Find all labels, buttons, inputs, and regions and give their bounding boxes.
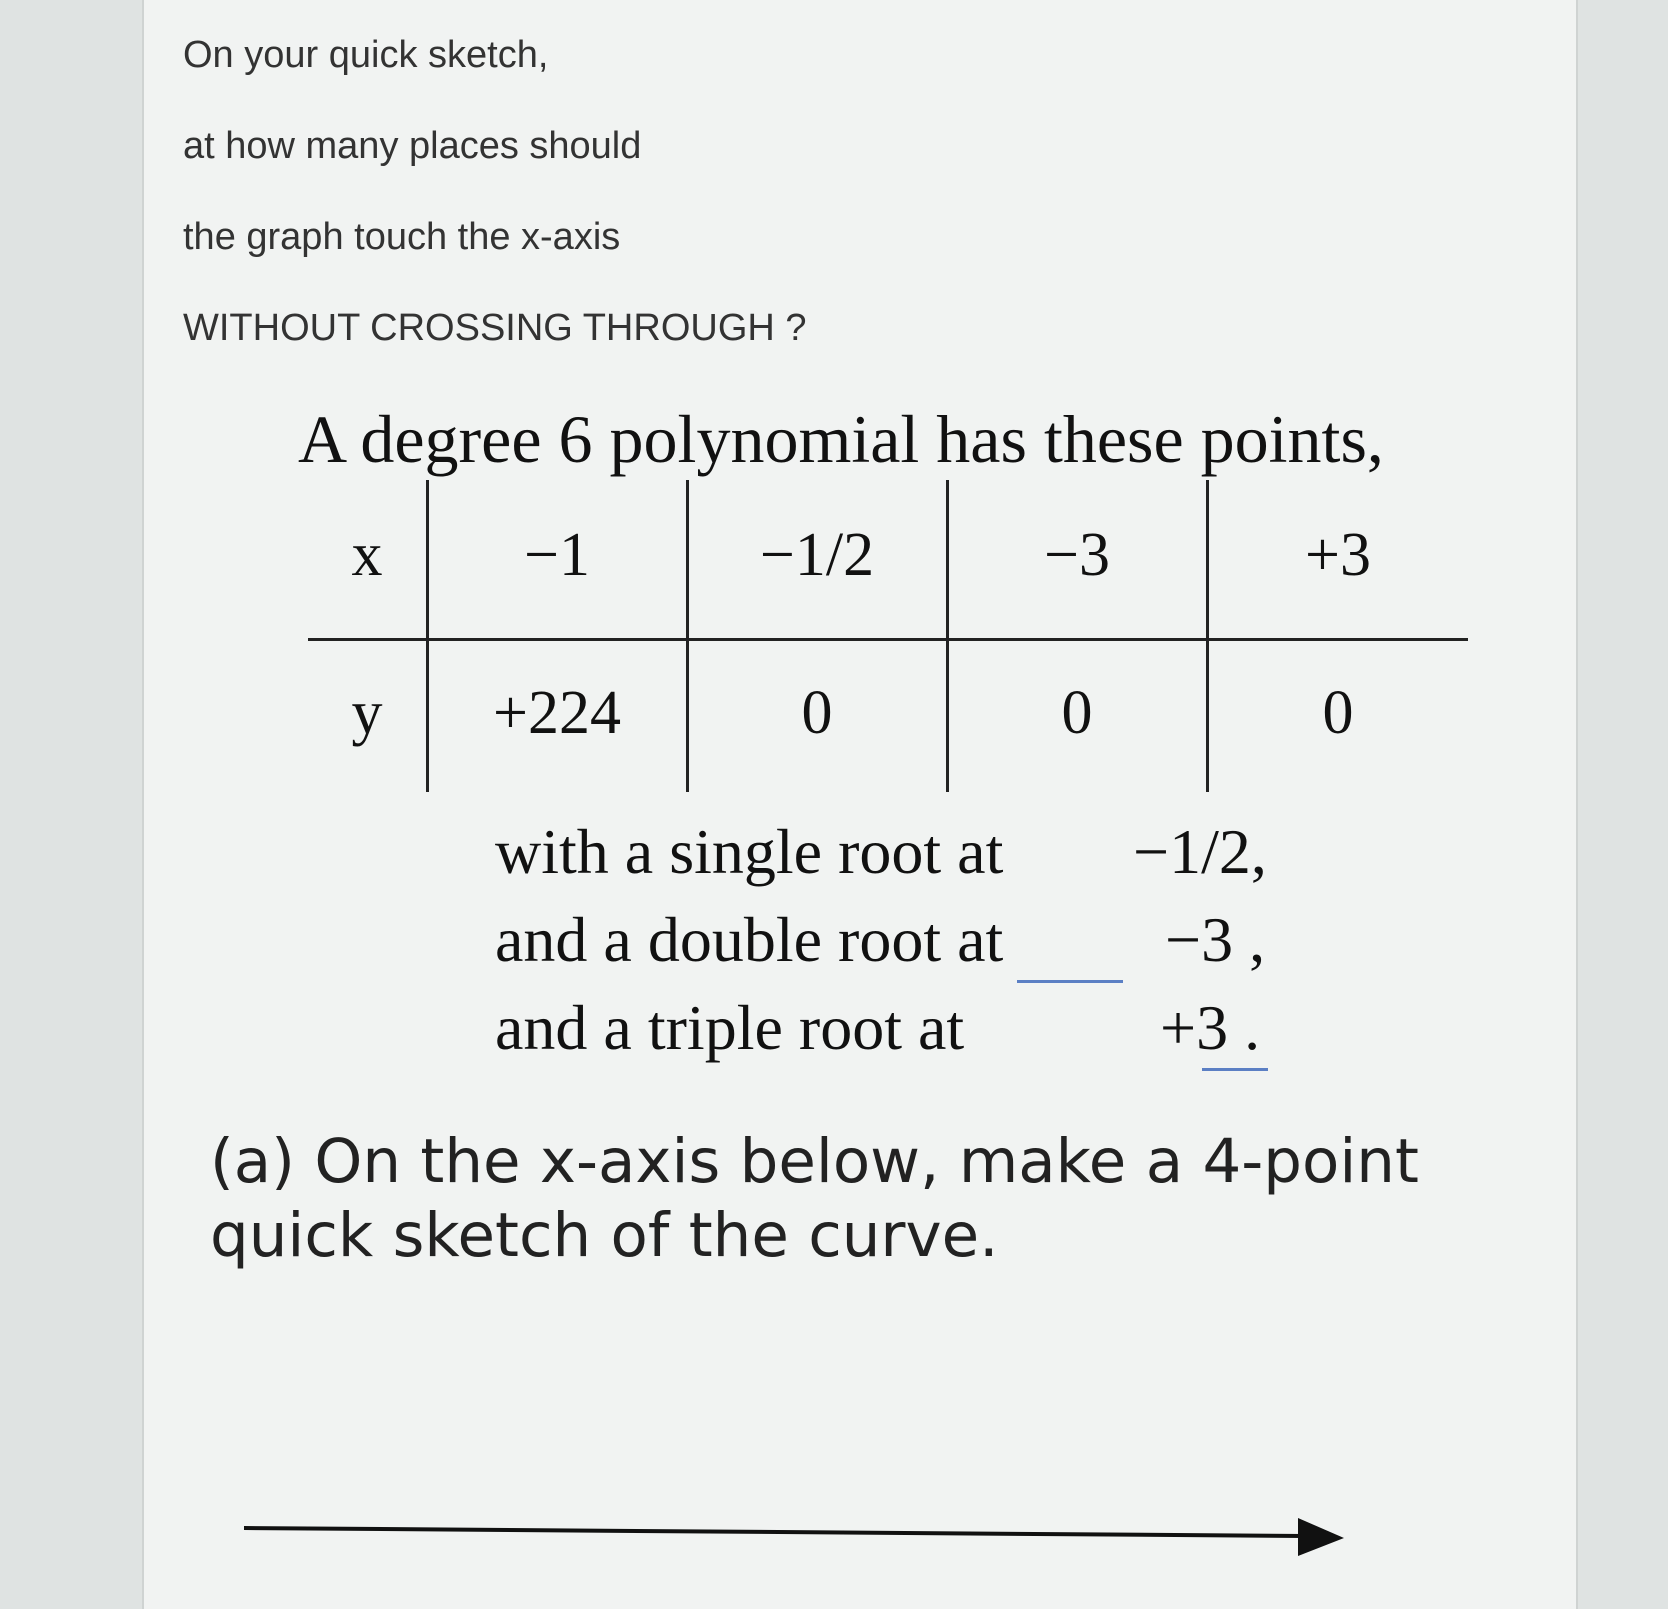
question-line-4: WITHOUT CROSSING THROUGH ? [183,307,807,349]
x-axis-arrow[interactable] [244,1510,1344,1570]
double-root-value: −3 , [1165,904,1266,975]
part-a-instructions [210,1125,1419,1273]
question-text [183,10,807,374]
y-value-cell: 0 [801,679,833,747]
y-row-label: y [351,679,383,747]
part-a-line-2: quick sketch of the curve. [210,1200,999,1271]
question-line-3: the graph touch the x-axis [183,216,621,258]
triple-root-underline [1202,1068,1268,1071]
double-root-label: and a double root at [495,904,1004,975]
part-a-line-1: (a) On the x-axis below, make a 4-point [210,1126,1419,1197]
x-row-label: x [351,521,383,589]
y-value-cell: 0 [1322,679,1354,747]
question-line-1: On your quick sketch, [183,34,549,76]
table-row-y [308,638,1468,788]
question-line-2: at how many places should [183,125,642,167]
single-root-value: −1/2, [1133,816,1267,887]
x-value-cell: +3 [1305,521,1371,589]
double-root-underline [1017,980,1123,983]
x-axis-line [244,1528,1304,1536]
y-value-cell: 0 [1061,679,1093,747]
y-value-cell: +224 [493,679,621,747]
triple-root-value: +3 . [1160,992,1261,1063]
table-row-x [308,480,1468,630]
problem-intro: A degree 6 polynomial has these points, [298,401,1384,477]
triple-root-label: and a triple root at [495,992,965,1063]
arrowhead-icon [1298,1518,1344,1556]
x-value-cell: −3 [1044,521,1110,589]
x-value-cell: −1/2 [759,521,875,589]
x-value-cell: −1 [524,521,590,589]
points-table [308,480,1468,792]
single-root-label: with a single root at [495,816,1004,887]
